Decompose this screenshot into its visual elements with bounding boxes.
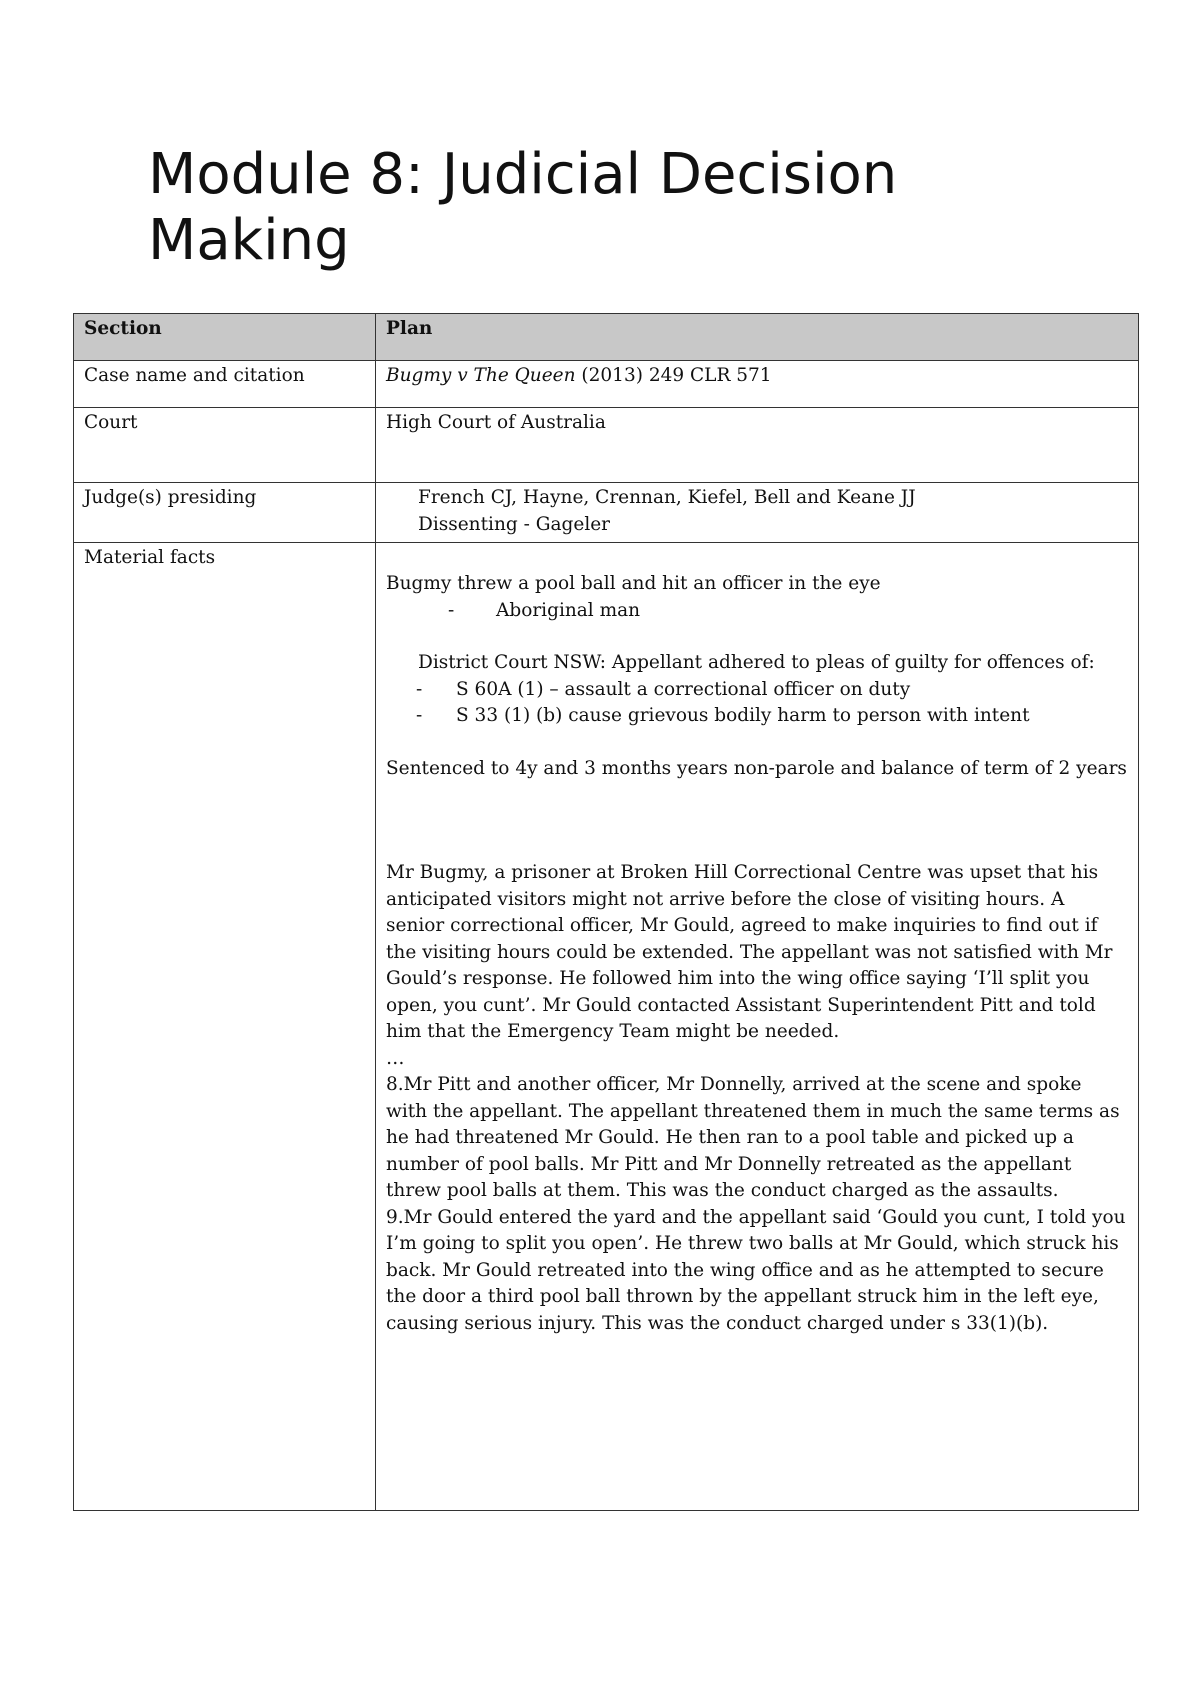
offence-item: S 60A (1) – assault a correctional officer on duty	[456, 678, 911, 700]
list-item	[386, 703, 1128, 730]
court-label: Court	[74, 408, 376, 483]
judges-majority: French CJ, Hayne, Crennan, Kiefel, Bell and Keane JJ	[418, 487, 916, 508]
case-name: Bugmy v The Queen	[386, 365, 576, 386]
page-title: Module 8: Judicial Decision Making	[148, 142, 898, 273]
bullet-dash: -	[416, 705, 423, 726]
bullet-dash: -	[448, 599, 455, 621]
case-value	[376, 361, 1139, 408]
case-plan-table	[73, 313, 1139, 1511]
header-section: Section	[74, 314, 376, 361]
table-row-case	[74, 361, 1139, 408]
offence-item: S 33 (1) (b) cause grievous bodily harm to person with intent	[456, 705, 1030, 726]
case-citation: (2013) 249 CLR 571	[575, 365, 772, 386]
judges-label: Judge(s) presiding	[74, 483, 376, 543]
table-row-judges	[74, 483, 1139, 543]
summary-point: Aboriginal man	[496, 599, 641, 621]
table-header-row	[74, 314, 1139, 361]
judges-dissent: Dissenting - Gageler	[418, 513, 611, 535]
list-item	[386, 598, 1128, 625]
facts-label: Material facts	[74, 543, 376, 1511]
ellipsis: …	[386, 1047, 405, 1069]
narrative-paragraph: 9.Mr Gould entered the yard and the appellant said ‘Gould you cunt, I told you I’m going to split you open’. He threw two balls at Mr Gould, which struck his back. Mr Gould retreated into the wing office and as he attempted to secure the door a third pool ball thrown by the appellant struck him in the left eye, causing serious injury. This was the conduct charged under s 33(1)(b).	[386, 1206, 1126, 1334]
judges-value	[376, 483, 1139, 543]
narrative-paragraph: Mr Bugmy, a prisoner at Broken Hill Correctional Centre was upset that his anticipated visitors might not arrive before the close of visiting hours. A senior correctional officer, Mr Gould, agreed to make inquiries to find out if the visiting hours could be extended. The appellant was not satisfied with Mr Gould’s response. He followed him into the wing office saying ‘I’ll split you open, you cunt’. Mr Gould contacted Assistant Superintendent Pitt and told him that the Emergency Team might be needed.	[386, 862, 1113, 1042]
sentence-text: Sentenced to 4y and 3 months years non-parole and balance of term of 2 years	[386, 757, 1127, 779]
table-row-court	[74, 408, 1139, 483]
facts-summary: Bugmy threw a pool ball and hit an officer in the eye	[386, 573, 881, 594]
case-label: Case name and citation	[74, 361, 376, 408]
court-value: High Court of Australia	[376, 408, 1139, 483]
bullet-dash: -	[416, 678, 423, 700]
table-row-facts	[74, 543, 1139, 1511]
narrative-paragraph: 8.Mr Pitt and another officer, Mr Donnelly, arrived at the scene and spoke with the appellant. The appellant threatened them in much the same terms as he had threatened Mr Gould. He then ran to a pool table and picked up a number of pool balls. Mr Pitt and Mr Donnelly retreated as the appellant threw pool balls at them. This was the conduct charged as the assaults.	[386, 1074, 1120, 1201]
district-court-text: District Court NSW: Appellant adhered to pleas of guilty for offences of:	[418, 652, 1095, 673]
list-item	[386, 677, 1128, 704]
header-plan: Plan	[376, 314, 1139, 361]
facts-value	[376, 543, 1139, 1511]
